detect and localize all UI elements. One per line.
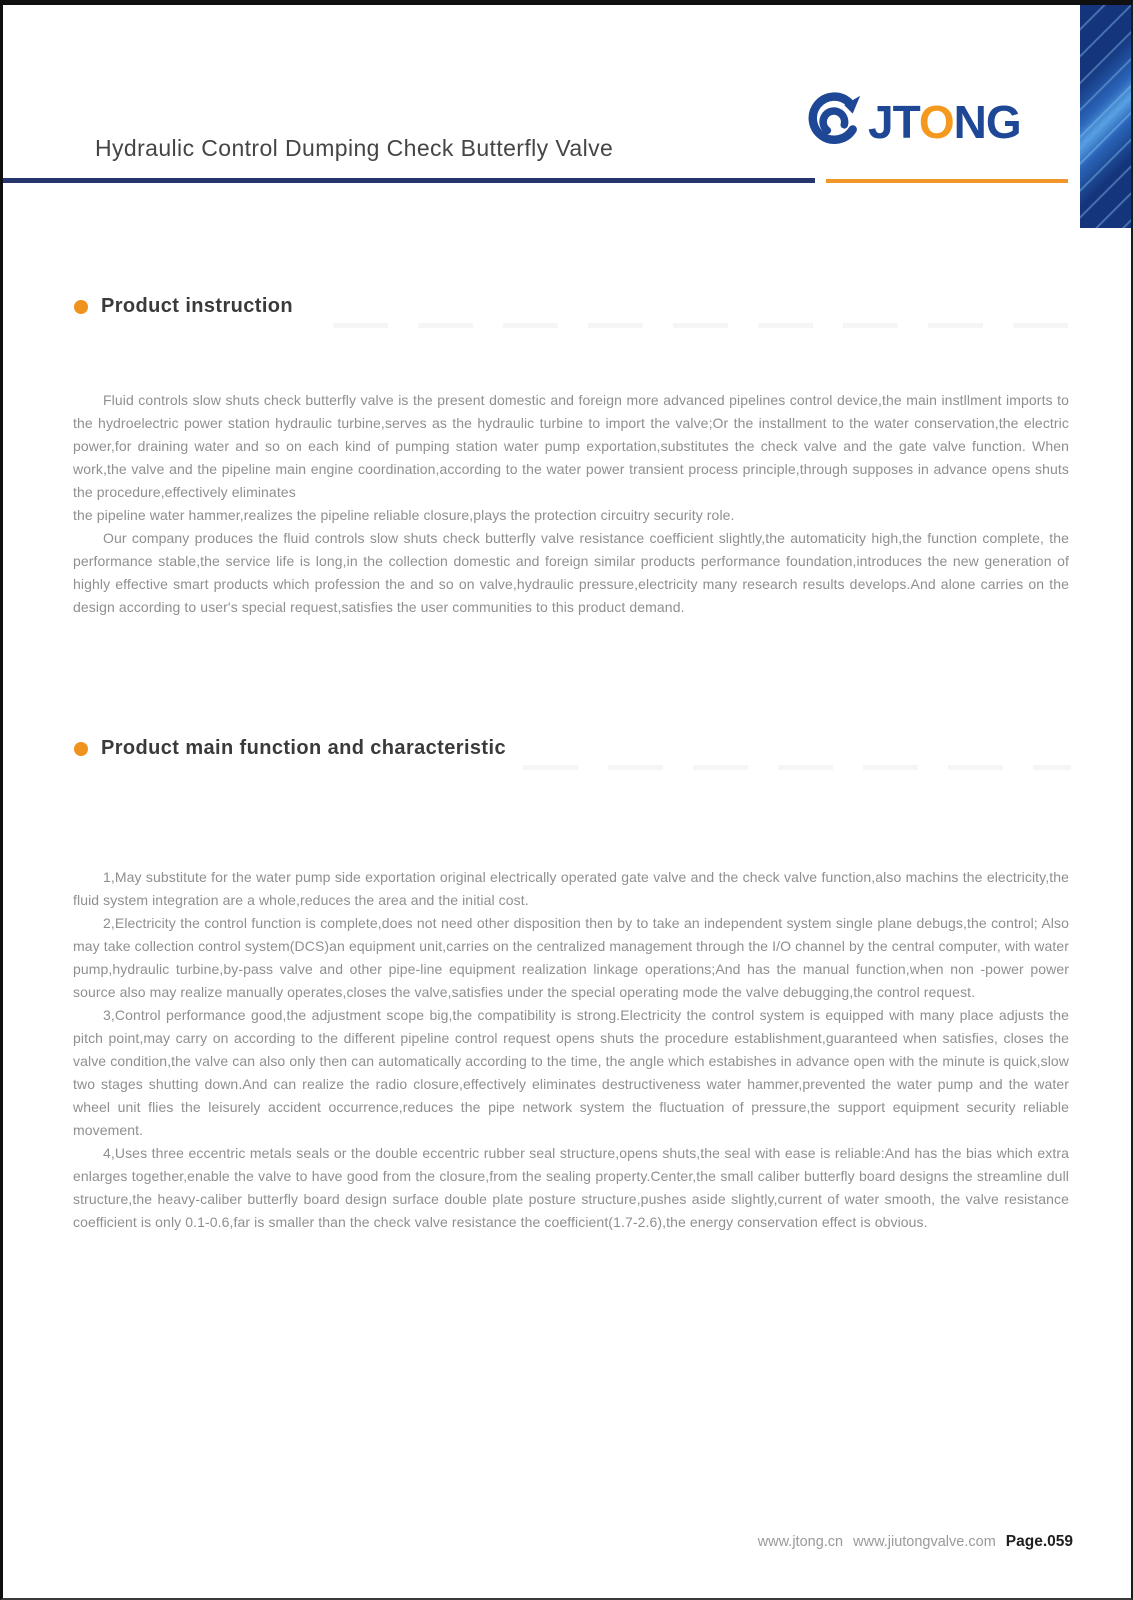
orange-bullet-icon — [74, 300, 88, 314]
page-footer — [758, 1533, 1073, 1551]
paragraph: Our company produces the fluid controls slow shuts check butterfly valve resistance coefficient slightly,the automaticity high,the function complete, the performance stable,the service life is long,in the collection domestic and foreign similar products performance foundation,introduces the new generation of highly effective smart products which profession the and so on valve,hydraulic pressure,electricity many research results develops.And alone carries on the design according to user's special request,satisfies the user communities to this product demand. — [73, 530, 1069, 615]
footer-url-jiutongvalve: www.jiutongvalve.com — [853, 1534, 996, 1550]
page-number: Page.059 — [1005, 1533, 1073, 1550]
logo-wordmark — [868, 92, 1021, 152]
scan-artifact — [333, 323, 1071, 328]
paragraph: 4,Uses three eccentric metals seals or the double eccentric rubber seal structure,opens shuts,the seal with ease is reliable:And has the bias which extra enlarges together,enable the valve to have good from the closure,from the sealing property.Center,the small caliber butterfly board designs the streamline dull structure,the heavy-caliber butterfly board design surface double plate posture structure,pushes aside slightly,current of water smooth, the valve resistance coefficient is only 0.1-0.6,far is smaller than the check valve resistance the coefficient(1.7-2.6),the energy conservation effect is obvious. — [73, 1145, 1069, 1230]
paragraph: Fluid controls slow shuts check butterfly valve is the present domestic and foreign more advanced pipelines control device,the main instllment imports to the hydroelectric power station hydraulic turbine,serves as the hydraulic turbine to import the valve;Or the installment to the water conservation,the electric power,for draining water and so on each kind of pumping station water pump exportation,substitutes the check valve and the gate valve function. When work,the valve and the pipeline main engine coordination,according to the water power transient process principle,through supposes in advance opens shuts the procedure,effectively eliminates — [73, 392, 1069, 500]
logo-text-o: O — [918, 96, 954, 148]
section-heading-label: Product instruction — [101, 295, 294, 317]
header-divider-navy — [3, 178, 815, 183]
page-title: Hydraulic Control Dumping Check Butterfly Valve — [95, 135, 614, 161]
scan-artifact — [523, 765, 1071, 770]
corner-stripe-decoration — [1080, 5, 1131, 228]
section-heading-product-instruction — [74, 295, 293, 318]
paragraph: 1,May substitute for the water pump side exportation original electrically operated gate valve and the check valve function,also machins the electricity,the fluid system integration are a whole,reduces the area and the initial cost. — [73, 869, 1069, 908]
logo-text-ng: NG — [953, 96, 1021, 148]
paragraph: the pipeline water hammer,realizes the pipeline reliable closure,plays the protection circuitry security role. — [73, 507, 735, 523]
logo-text-jt: JT — [868, 96, 919, 148]
orange-bullet-icon — [74, 742, 88, 756]
paragraph: 2,Electricity the control function is complete,does not need other disposition then by to take an independent system single plane debugs,the control; Also may take collection control system(DCS)an equipment unit,carries on the centralized management through the I/O channel by the central computer, with water pump,hydraulic turbine,by-pass valve and other pipe-line equipment realization linkage operations;And has the manual function,when non -power power source also may realize manually operates,closes the valve,satisfies under the special operating mode the valve debugging,the control request. — [73, 915, 1069, 1000]
header-divider-orange — [826, 179, 1068, 183]
section-heading-label: Product main function and characteristic — [101, 737, 506, 759]
product-instruction-text — [73, 389, 1069, 619]
section-heading-main-function — [74, 737, 506, 760]
main-function-text — [73, 866, 1069, 1234]
paragraph: 3,Control performance good,the adjustment scope big,the compatibility is strong.Electricity the control system is equipped with many place adjusts the pitch point,may carry on according to the different pipeline control request opens shuts the procedure establishment,guaranteed when satisfies, closes the valve condition,the valve can also only then can automatically according to the time, the angle which estabishes in advance open with the minute is quick,slow two stages shutting down.And can realize the radio closure,effectively eliminates destructiveness water hammer,prevented the water pump and the water wheel unit flies the leisurely accident occurrence,reduces the pipe network system the fluctuation of pressure,the support equipment security reliable movement. — [73, 1007, 1069, 1138]
footer-url-jtong: www.jtong.cn — [757, 1534, 844, 1550]
swirl-globe-icon — [803, 89, 863, 155]
company-logo — [803, 89, 1021, 155]
